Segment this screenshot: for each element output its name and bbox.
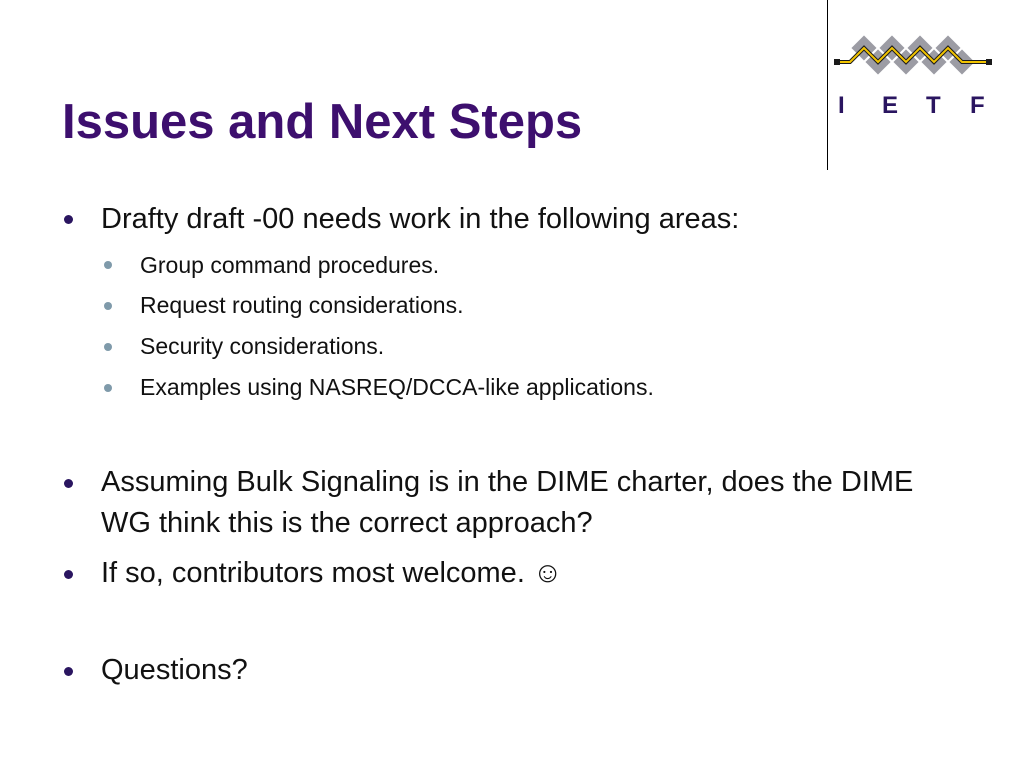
- sub-bullet-dot: [104, 384, 112, 392]
- bullet-text: Drafty draft -00 needs work in the following areas:: [101, 203, 740, 235]
- logo-letter-e: E: [882, 92, 899, 119]
- sub-bullet-text: Security considerations.: [140, 333, 385, 359]
- bullet-dot: [64, 215, 73, 224]
- sub-bullet-text: Group command procedures.: [140, 252, 440, 278]
- bullet-dot: [64, 570, 73, 579]
- sub-bullet-dot: [104, 302, 112, 310]
- sub-bullet-text: Examples using NASREQ/DCCA-like applications.: [140, 374, 654, 400]
- bullet-text: If so, contributors most welcome. ☺: [101, 557, 563, 589]
- bullet-dot: [64, 667, 73, 676]
- sub-bullet-dot: [104, 261, 112, 269]
- slide-title: Issues and Next Steps: [62, 95, 583, 149]
- logo-letter-t: T: [926, 92, 941, 119]
- bullet-text: Assuming Bulk Signaling is in the DIME charter, does the DIME WG think this is the correct approach?: [101, 466, 914, 539]
- bullet-text: Questions?: [101, 654, 248, 686]
- logo-letter-i: I: [838, 92, 845, 119]
- sub-bullet-dot: [104, 343, 112, 351]
- logo-letter-f: F: [970, 92, 985, 119]
- sub-bullet-text: Request routing considerations.: [140, 292, 464, 318]
- bullet-dot: [64, 479, 73, 488]
